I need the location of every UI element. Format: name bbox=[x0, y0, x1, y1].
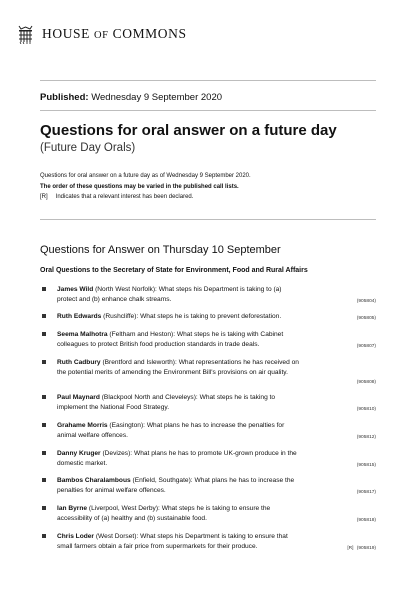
bullet-icon bbox=[42, 360, 46, 364]
member-name: Grahame Morris bbox=[57, 422, 108, 429]
published-divider bbox=[40, 110, 376, 111]
question-ref-number: (905810) bbox=[356, 407, 376, 412]
member-constituency: (Brentford and Isleworth): bbox=[102, 359, 177, 366]
question-reference bbox=[357, 516, 376, 526]
member-constituency: (North West Norfolk): bbox=[95, 286, 157, 293]
bullet-icon bbox=[42, 395, 46, 399]
question-ref-number: (905805) bbox=[356, 316, 376, 321]
question-ref-number: (905808) bbox=[356, 380, 376, 385]
question-reference bbox=[357, 342, 376, 352]
member-constituency: (Liverpool, West Derby): bbox=[88, 505, 160, 512]
top-divider bbox=[40, 80, 376, 81]
member-name: Bambos Charalambous bbox=[57, 477, 131, 484]
question-line-2: implement the National Food Strategy. bbox=[57, 403, 170, 411]
question-interest-tag: [R] bbox=[347, 546, 354, 551]
house-name-first: HOUSE bbox=[42, 26, 91, 41]
house-name bbox=[42, 26, 187, 42]
question-reference bbox=[357, 433, 376, 443]
question-line-2: colleagues to protect British food production standards in trade deals. bbox=[57, 340, 260, 348]
question-ref-number: (905804) bbox=[356, 299, 376, 304]
member-name: Ruth Edwards bbox=[57, 313, 102, 320]
portcullis-icon bbox=[17, 24, 34, 44]
question-text bbox=[57, 421, 319, 440]
document-subtitle: (Future Day Orals) bbox=[40, 142, 136, 154]
bullet-icon bbox=[42, 506, 46, 510]
member-constituency: (Feltham and Heston): bbox=[109, 331, 176, 338]
question-line-1: What plans he has to promote UK-grown produce in the bbox=[133, 450, 297, 457]
question-line-2: the potential merits of amending the Environment Bill's provisions on air quality. bbox=[57, 368, 288, 376]
question-reference bbox=[347, 544, 376, 554]
published-line bbox=[40, 92, 222, 103]
question-line-1: What steps he is taking with Cabinet bbox=[176, 331, 284, 338]
intro-interest-tag: [R] bbox=[40, 194, 48, 200]
question-text bbox=[57, 330, 319, 349]
house-name-last: COMMONS bbox=[112, 26, 187, 41]
bullet-icon bbox=[42, 332, 46, 336]
question-line-1: What steps he is taking to prevent deforestation. bbox=[140, 313, 282, 320]
question-reference bbox=[357, 378, 376, 388]
member-name: Chris Loder bbox=[57, 533, 95, 540]
published-label: Published: bbox=[40, 92, 89, 103]
bullet-icon bbox=[42, 314, 46, 318]
intro-divider bbox=[40, 219, 376, 220]
intro-interest-text: Indicates that a relevant interest has been declared. bbox=[55, 194, 194, 200]
member-name: Danny Kruger bbox=[57, 450, 101, 457]
house-name-of: OF bbox=[94, 30, 109, 41]
question-reference bbox=[357, 488, 376, 498]
question-ref-number: (905819) bbox=[356, 546, 376, 551]
question-text bbox=[57, 532, 319, 551]
member-constituency: (Rushcliffe): bbox=[103, 313, 139, 320]
intro-line-1: Questions for oral answer on a future day as of Wednesday 9 September 2020. bbox=[40, 173, 251, 179]
question-text bbox=[57, 504, 319, 523]
question-line-2: domestic market. bbox=[57, 459, 108, 467]
member-name: Paul Maynard bbox=[57, 394, 100, 401]
question-ref-number: (905812) bbox=[356, 435, 376, 440]
question-line-2: animal welfare offences. bbox=[57, 431, 128, 439]
question-line-2: accessibility of (a) healthy and (b) sustainable food. bbox=[57, 514, 207, 522]
question-text bbox=[57, 393, 319, 412]
question-line-1: What plans he has to increase the bbox=[194, 477, 295, 484]
question-ref-number: (905818) bbox=[356, 518, 376, 523]
question-line-2: protect and (b) enhance chalk streams. bbox=[57, 295, 172, 303]
intro-line-3 bbox=[40, 192, 251, 203]
member-name: Ruth Cadbury bbox=[57, 359, 101, 366]
question-ref-number: (905815) bbox=[356, 463, 376, 468]
bullet-icon bbox=[42, 287, 46, 291]
question-reference bbox=[357, 461, 376, 471]
bullet-icon bbox=[42, 478, 46, 482]
member-name: James Wild bbox=[57, 286, 94, 293]
question-line-1: What plans he has to increase the penalties for bbox=[146, 422, 285, 429]
member-constituency: (Enfield, Southgate): bbox=[132, 477, 193, 484]
question-reference bbox=[357, 405, 376, 415]
question-line-1: What steps he is taking to ensure the bbox=[161, 505, 271, 512]
bullet-icon bbox=[42, 451, 46, 455]
question-line-2: small farmers obtain a fair price from supermarkets for their produce. bbox=[57, 542, 258, 550]
intro-line-2: The order of these questions may be varied in the published call lists. bbox=[40, 183, 239, 190]
question-text bbox=[57, 449, 319, 468]
question-ref-number: (905807) bbox=[356, 344, 376, 349]
bullet-icon bbox=[42, 534, 46, 538]
question-reference bbox=[357, 297, 376, 307]
question-line-1: What steps he is taking to bbox=[199, 394, 276, 401]
bullet-icon bbox=[42, 423, 46, 427]
question-text bbox=[57, 358, 319, 377]
member-constituency: (Devizes): bbox=[102, 450, 133, 457]
question-reference bbox=[357, 314, 376, 324]
question-text bbox=[57, 285, 319, 304]
question-ref-number: (905817) bbox=[356, 490, 376, 495]
question-line-2: penalties for animal welfare offences. bbox=[57, 486, 166, 494]
document-title: Questions for oral answer on a future day bbox=[40, 122, 337, 139]
member-name: Seema Malhotra bbox=[57, 331, 108, 338]
published-date: Wednesday 9 September 2020 bbox=[91, 92, 223, 103]
question-line-1: What steps his Department is taking to ensure that bbox=[140, 533, 288, 540]
member-name: Ian Byrne bbox=[57, 505, 88, 512]
intro-notes bbox=[40, 171, 251, 203]
member-constituency: (Blackpool North and Cleveleys): bbox=[101, 394, 198, 401]
member-constituency: (West Dorset): bbox=[95, 533, 139, 540]
question-text bbox=[57, 476, 319, 495]
question-text bbox=[57, 312, 319, 322]
question-line-1: What representations he has received on bbox=[178, 359, 299, 366]
department-heading: Oral Questions to the Secretary of State for Environment, Food and Rural Affairs bbox=[40, 267, 308, 274]
member-constituency: (Easington): bbox=[109, 422, 145, 429]
question-line-1: What steps his Department is taking to (a) bbox=[158, 286, 282, 293]
masthead bbox=[17, 24, 187, 44]
section-title: Questions for Answer on Thursday 10 September bbox=[40, 244, 281, 256]
